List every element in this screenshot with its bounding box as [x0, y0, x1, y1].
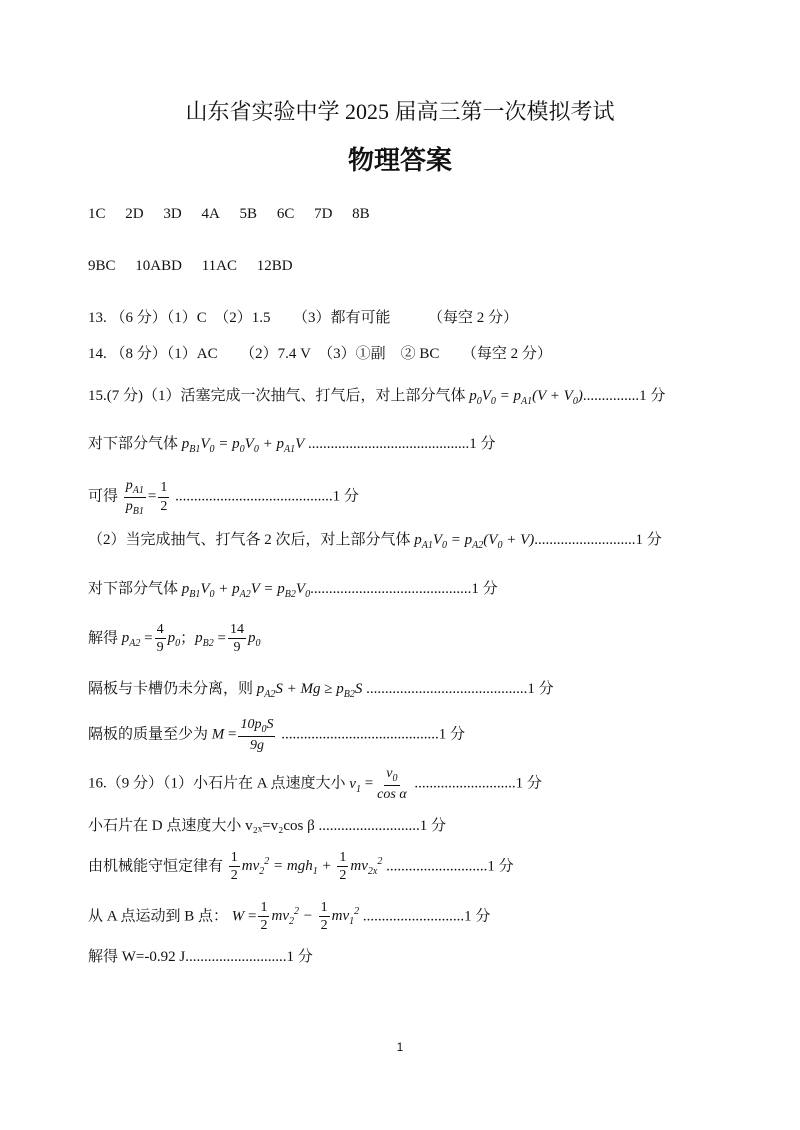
mc-answer: 10ABD: [135, 258, 182, 274]
equation: $p_{A2}S + Mg \ge p_{B2}S$: [256, 681, 363, 700]
mc-answer: 3D: [163, 206, 182, 222]
mc-answer: 1C: [88, 206, 106, 222]
q14-answer: 14. （8 分）（1）AC （2）7.4 V （3）①副 ② BC （每空 2 分）: [88, 346, 552, 362]
mc-answer: 2D: [125, 206, 144, 222]
mc-answer: 9BC: [88, 258, 116, 274]
mc-answer: 12BD: [256, 258, 293, 274]
q15-line-7: 隔板与卡槽仍未分离，则 $p_{A2}S + Mg \ge p_{B2}S$ ...........................................1 分: [88, 681, 554, 700]
fraction: $\frac{1}{2}$: [339, 850, 347, 884]
q16-line-1: 16.（9 分）（1）小石片在 A 点速度大小 $v_1$ = $\frac{v_0}{\text{cos α}}$ ...........................1 分: [88, 766, 542, 802]
fraction: $\frac{10p_0S}{9g}$: [240, 717, 274, 753]
q15-line-3: 可得 $\frac{p_{A1}}{p_{B1}}$ = $\frac{1}{2}$ ..........................................1 分: [88, 478, 359, 517]
q13-answer: 13. （6 分）（1）C （2）1.5 （3）都有可能 （每空 2 分）: [88, 310, 519, 326]
equation: $p_{B1}V_0 = p_0V_0 + p_{A1}V$: [181, 436, 305, 455]
equation: $p_{A1}V_0 = p_{A2}(V_0 + V)$: [414, 532, 535, 551]
subject-title: 物理答案: [347, 146, 452, 176]
exam-title: 山东省实验中学 2025 届高三第一次模拟考试: [185, 99, 615, 124]
mc-answers-row-1: [88, 207, 370, 222]
q15-line-5: 对下部分气体 $p_{B1}V_0 + p_{A2}V = p_{B2}V_0...........................................1$ 分: [88, 581, 498, 600]
fraction: $\frac{1}{2}$: [260, 900, 268, 934]
equation: $p_0V_0 = p_{A1}(V + V_0)$: [469, 388, 583, 407]
q15-line-6: 解得 $p_{A2}$ = $\frac{4}{9}$ $p_0$；$p_{B2}$ = $\frac{14}{9}$ $p_0$: [88, 622, 261, 656]
fraction: $\frac{v_0}{\text{cos α}}$: [377, 766, 407, 802]
q16-line-2: 小石片在 D 点速度大小 v₂ₓ=v₂cos β ...........................1 分: [88, 818, 446, 834]
mc-answer: 4A: [201, 206, 220, 222]
q15-line-4: （2）当完成抽气、打气各 2 次后，对上部分气体 $p_{A1}V_0 = p_{A2}(V_0 + V)...........................1$ 分: [88, 532, 662, 551]
q16-line-5: 解得 W=-0.92 J...........................1 分: [88, 949, 313, 965]
page-number: 1: [396, 1040, 404, 1054]
fraction: $\frac{4}{9}$: [156, 622, 164, 656]
mc-answer: 6C: [276, 206, 295, 222]
mc-answer: 8B: [352, 206, 370, 222]
q16-line-4: 从 A 点运动到 B 点： W = $\frac{1}{2}$ $mv_2^2$ − $\frac{1}{2}$ $mv_1^2$ ...........................1 分: [88, 900, 491, 934]
fraction: $\frac{1}{2}$: [160, 480, 168, 514]
fraction: $\frac{14}{9}$: [229, 622, 244, 656]
mc-answer: 5B: [239, 206, 258, 222]
q15-line-8: 隔板的质量至少为 M = $\frac{10p_0S}{9g}$ ..........................................1 分: [88, 717, 465, 753]
q15-line-1: 15.(7 分)（1）活塞完成一次抽气、打气后，对上部分气体 $p_0V_0 = p_{A1}(V + V_0)...............1$ 分: [88, 388, 666, 407]
mc-answer: 11AC: [201, 258, 237, 274]
q15-line-2: 对下部分气体 $p_{B1}V_0 = p_0V_0 + p_{A1}V$ ...........................................1 分: [88, 436, 496, 455]
mc-answers-row-2: [88, 259, 293, 274]
mc-answer: 7D: [314, 206, 333, 222]
fraction: $\frac{1}{2}$: [230, 850, 238, 884]
q16-line-3: 由机械能守恒定律有 $\frac{1}{2}$ $mv_2^2 = mgh_1$ + $\frac{1}{2}$ $mv_{2x}^2$ ...........................1 分: [88, 850, 514, 884]
equation: $p_{B1}V_0 + p_{A2}V = p_{B2}V_0$: [181, 581, 311, 600]
fraction: $\frac{1}{2}$: [320, 900, 328, 934]
fraction: $\frac{p_{A1}}{p_{B1}}$: [125, 478, 144, 517]
